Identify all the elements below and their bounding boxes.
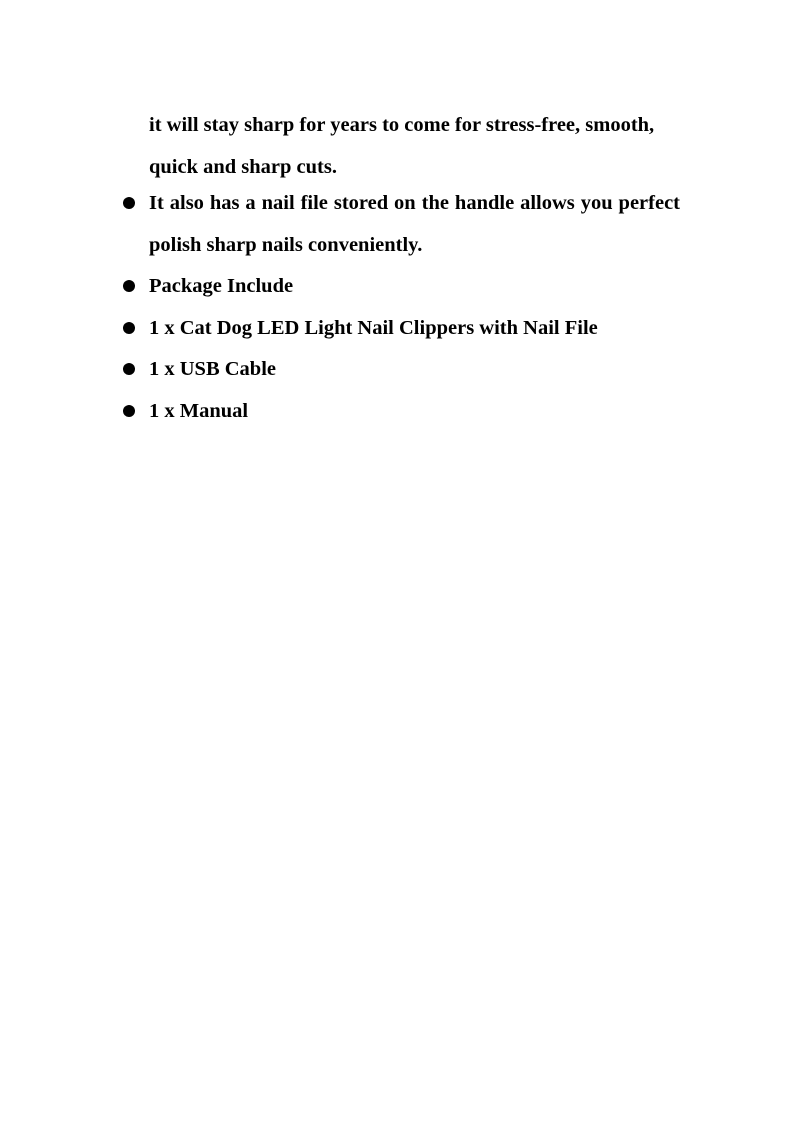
list-item-text: 1 x Manual <box>149 399 249 422</box>
list-item <box>120 266 680 308</box>
bullet-icon <box>123 405 135 417</box>
list-item <box>120 183 680 266</box>
list-item-text: Package Include <box>149 275 294 297</box>
list-item <box>120 349 680 391</box>
list-item-text: 1 x Cat Dog LED Light Nail Clippers with Nail File <box>149 316 598 339</box>
continuation-line: quick and sharp cuts. <box>149 156 337 178</box>
bullet-icon <box>123 322 135 334</box>
bullet-icon <box>123 197 135 209</box>
continuation-line: it will stay sharp for years to come for stress-free, smooth, <box>149 114 655 136</box>
list-item <box>120 308 680 350</box>
list-item <box>120 391 680 433</box>
bullet-list <box>120 183 680 432</box>
list-item-text: 1 x USB Cable <box>149 358 277 380</box>
bullet-icon <box>123 363 135 375</box>
list-item-text: It also has a nail file stored on the handle allows you perfect polish sharp nails conveniently. <box>149 192 680 256</box>
continuation-paragraph <box>149 104 679 188</box>
bullet-icon <box>123 280 135 292</box>
